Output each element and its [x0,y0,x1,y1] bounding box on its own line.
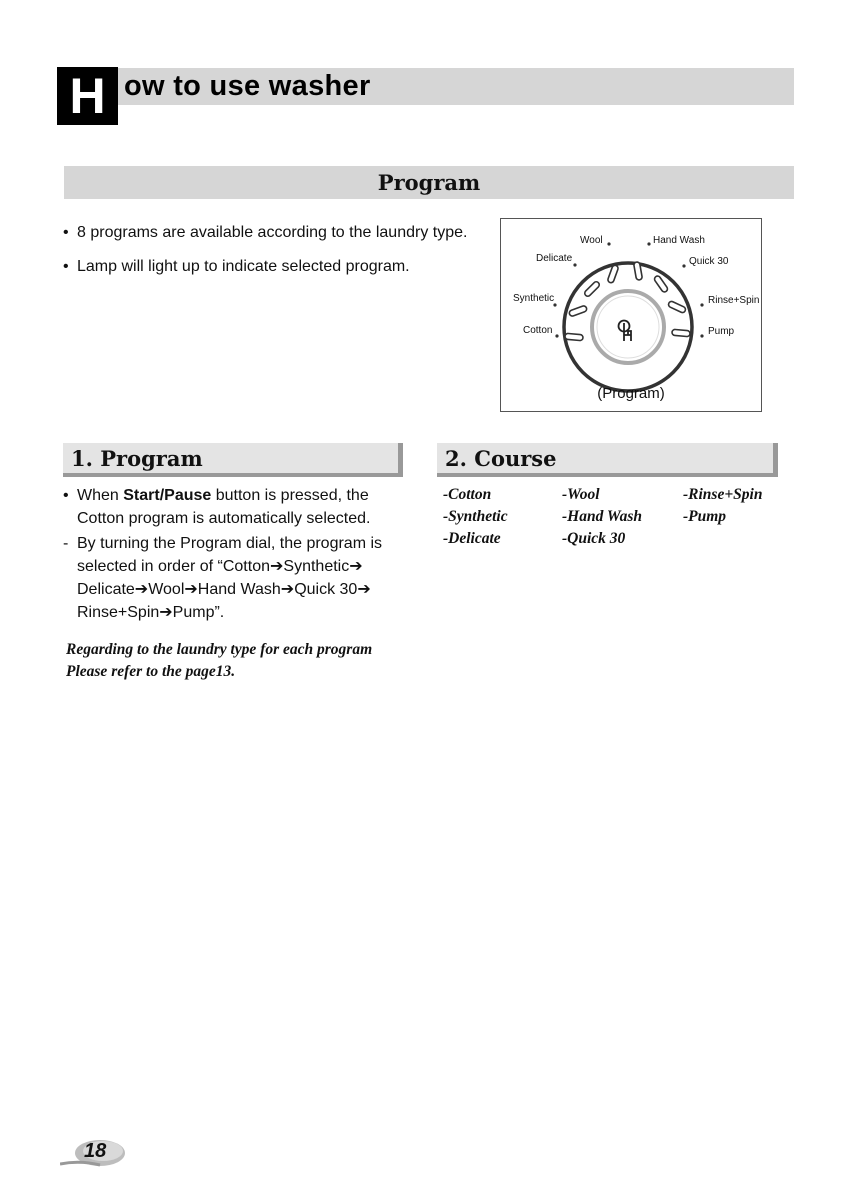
course-item: -Delicate [443,530,501,547]
program-subheading-box [63,443,403,477]
course-item: -Wool [562,486,600,503]
dial-label-rinse-spin: Rinse+Spin [708,295,760,306]
course-column [683,484,762,528]
intro-bullet [63,222,483,244]
intro-bullet [63,256,483,278]
header-initial-letter: H [57,67,118,125]
start-pause-label: Start/Pause [123,487,212,504]
section-title: Program [377,170,481,195]
program-dial-figure [500,218,762,412]
dial-label-delicate: Delicate [536,253,573,264]
dial-knob [597,296,659,358]
course-item: -Hand Wash [562,508,642,525]
course-item: -Pump [683,508,727,525]
dial-label-cotton: Cotton [523,325,553,336]
program-bullet-post: button is pressed, the Cotton program is automatically selected. [77,487,371,527]
course-item: -Quick 30 [562,530,626,547]
program-order-text: By turning the Program dial, the program is selected in order of “Cotton➔Synthetic➔ Delicate➔Wool➔Hand Wash➔Quick 30➔ Rinse+Spin➔Pump”. [77,535,383,621]
course-column [562,484,642,550]
laundry-type-note [66,639,416,683]
program-bullet [63,484,413,530]
intro-bullets [63,222,483,290]
program-dial-graphic [501,219,763,413]
course-column [443,484,508,550]
page-title: ow to use washer [124,70,371,102]
page-number: 18 [84,1140,107,1162]
bullet-mark: • [63,487,69,504]
intro-bullet-text: 8 programs are available according to the laundry type. [77,224,468,241]
bullet-mark: • [63,224,69,241]
note-line: Please refer to the page13. [66,663,236,680]
program-subheading: 1. Program [71,446,203,471]
dial-label-hand-wash: Hand Wash [653,235,705,246]
program-bullet-pre: When [77,487,124,504]
course-subheading-box [437,443,778,477]
course-item: -Rinse+Spin [683,486,763,503]
dial-label-wool: Wool [580,235,603,246]
bullet-mark: • [63,258,69,275]
dial-caption: (Program) [597,385,665,402]
course-subheading: 2. Course [445,446,557,471]
dial-label-pump: Pump [708,326,735,337]
program-bullet [63,532,413,624]
dash-mark: - [63,535,69,552]
dial-label-synthetic: Synthetic [513,293,555,304]
note-line: Regarding to the laundry type for each program [66,641,373,658]
dial-label-quick30: Quick 30 [689,256,729,267]
program-section-body [63,484,413,624]
course-item: -Cotton [443,486,492,503]
page-number-badge [60,1138,126,1168]
intro-bullet-text: Lamp will light up to indicate selected program. [77,258,410,275]
course-item: -Synthetic [443,508,508,525]
